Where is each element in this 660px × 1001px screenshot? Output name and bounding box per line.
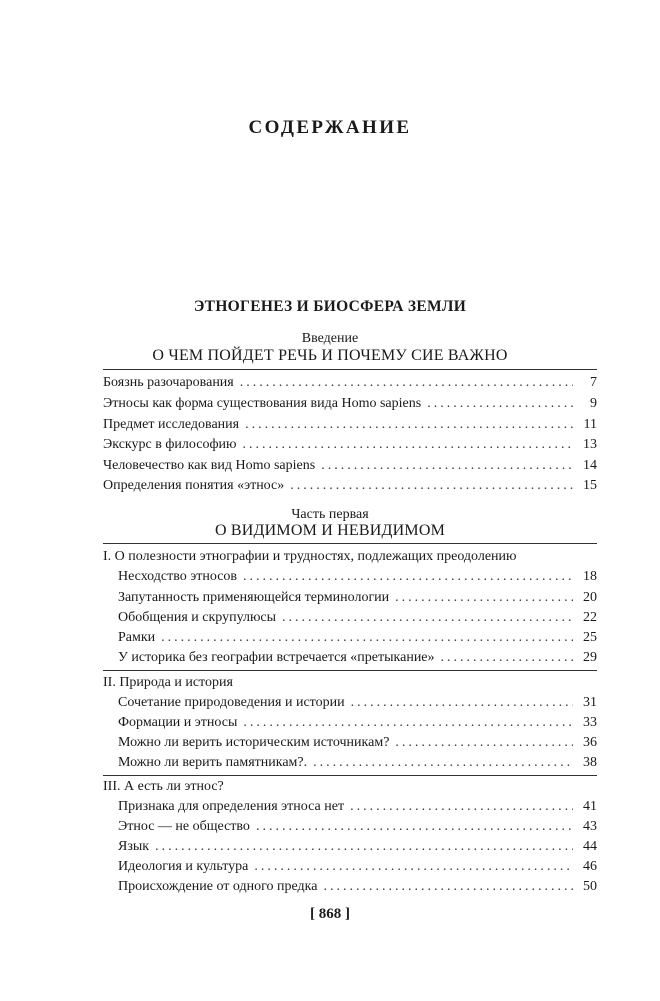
dot-leader (256, 817, 573, 837)
toc-entry[interactable] (118, 628, 597, 648)
dot-leader (427, 394, 573, 414)
entry-text: Экскурс в философию (103, 437, 237, 452)
toc-entry[interactable] (118, 857, 597, 877)
entry-text: Этносы как форма существования вида Homo sapiens (103, 396, 422, 411)
dot-leader (350, 797, 573, 817)
chapter-title[interactable]: III. А есть ли этнос? (103, 779, 224, 794)
entry-text: Сочетание природоведения и истории (118, 695, 345, 710)
dot-leader (161, 628, 573, 648)
entry-text: Формации и этносы (118, 715, 238, 730)
entry-page: 38 (583, 755, 597, 770)
entry-text: У историка без географии встречается «претыкание» (118, 650, 435, 665)
toc-entry[interactable] (118, 588, 597, 608)
toc-entry[interactable] (118, 648, 597, 668)
toc-entry[interactable] (118, 837, 597, 857)
entry-text: Этнос — не общество (118, 819, 250, 834)
entry-text: Определения понятия «этнос» (103, 478, 285, 493)
chapter-title[interactable]: II. Природа и история (103, 675, 233, 690)
part-label: Часть первая (291, 507, 369, 522)
entry-page: 50 (583, 879, 597, 894)
entry-page: 29 (583, 650, 597, 665)
dot-leader (290, 476, 573, 496)
entry-text: Язык (118, 839, 150, 854)
chapter-title[interactable]: I. О полезности этнографии и трудностях, подлежащих преодолению (103, 549, 517, 564)
entry-text: Предмет исследования (103, 417, 240, 432)
page-title: СОДЕРЖАНИЕ (248, 117, 412, 138)
dot-leader (240, 373, 573, 393)
entry-page: 9 (590, 396, 597, 411)
entry-text: Несходство этносов (118, 569, 238, 584)
dot-leader (242, 435, 573, 455)
part-title: О ВИДИМОМ И НЕВИДИМОМ (214, 522, 446, 539)
entry-page: 43 (583, 819, 597, 834)
toc-entry[interactable] (118, 693, 597, 713)
page-number: [ 868 ] (310, 906, 350, 922)
entry-text: Человечество как вид Homo sapiens (103, 458, 316, 473)
entry-text: Запутанность применяющейся терминологии (118, 590, 390, 605)
entry-page: 41 (583, 799, 597, 814)
dot-leader (395, 588, 573, 608)
dot-leader (323, 877, 573, 897)
toc-entry[interactable] (118, 567, 597, 587)
entry-text: Обобщения и скрупулюсы (118, 610, 277, 625)
dot-leader (243, 567, 573, 587)
dot-leader (441, 648, 573, 668)
dot-leader (254, 857, 573, 877)
toc-entry[interactable] (103, 456, 597, 476)
dot-leader (321, 456, 573, 476)
toc-entry[interactable] (118, 753, 597, 773)
entry-text: Можно ли верить памятникам?. (118, 755, 308, 770)
entry-page: 36 (583, 735, 597, 750)
toc-entry[interactable] (118, 877, 597, 897)
dot-leader (155, 837, 573, 857)
toc-entry[interactable] (118, 817, 597, 837)
toc-entry[interactable] (103, 435, 597, 455)
toc-entry[interactable] (118, 713, 597, 733)
entry-page: 15 (583, 478, 597, 493)
entry-text: Идеология и культура (118, 859, 249, 874)
dot-leader (245, 415, 573, 435)
entry-text: Признака для определения этноса нет (118, 799, 345, 814)
dot-leader (313, 753, 573, 773)
part-rule (103, 543, 597, 544)
chapter-rule (103, 670, 597, 671)
entry-page: 18 (583, 569, 597, 584)
entry-page: 20 (583, 590, 597, 605)
entry-text: Рамки (118, 630, 156, 645)
entry-page: 46 (583, 859, 597, 874)
dot-leader (351, 693, 573, 713)
intro-label: Введение (301, 331, 359, 346)
intro-rule (103, 369, 597, 370)
dot-leader (243, 713, 573, 733)
toc-entry[interactable] (118, 733, 597, 753)
toc-entry[interactable] (103, 415, 597, 435)
dot-leader (282, 608, 573, 628)
entry-page: 31 (583, 695, 597, 710)
entry-page: 14 (583, 458, 597, 473)
intro-title: О ЧЕМ ПОЙДЕТ РЕЧЬ И ПОЧЕМУ СИЕ ВАЖНО (152, 347, 508, 364)
toc-entry[interactable] (103, 394, 597, 414)
entry-page: 33 (583, 715, 597, 730)
entry-page: 13 (583, 437, 597, 452)
entry-page: 44 (583, 839, 597, 854)
entry-page: 22 (583, 610, 597, 625)
entry-page: 11 (583, 417, 597, 432)
chapter-rule (103, 775, 597, 776)
book-title: ЭТНОГЕНЕЗ И БИОСФЕРА ЗЕМЛИ (193, 298, 467, 315)
dot-leader (395, 733, 573, 753)
entry-page: 25 (583, 630, 597, 645)
entry-text: Происхождение от одного предка (118, 879, 318, 894)
entry-page: 7 (590, 375, 597, 390)
toc-entry[interactable] (118, 608, 597, 628)
toc-entry[interactable] (118, 797, 597, 817)
toc-entry[interactable] (103, 373, 597, 393)
toc-entry[interactable] (103, 476, 597, 496)
entry-text: Можно ли верить историческим источникам? (118, 735, 390, 750)
entry-text: Боязнь разочарования (103, 375, 234, 390)
